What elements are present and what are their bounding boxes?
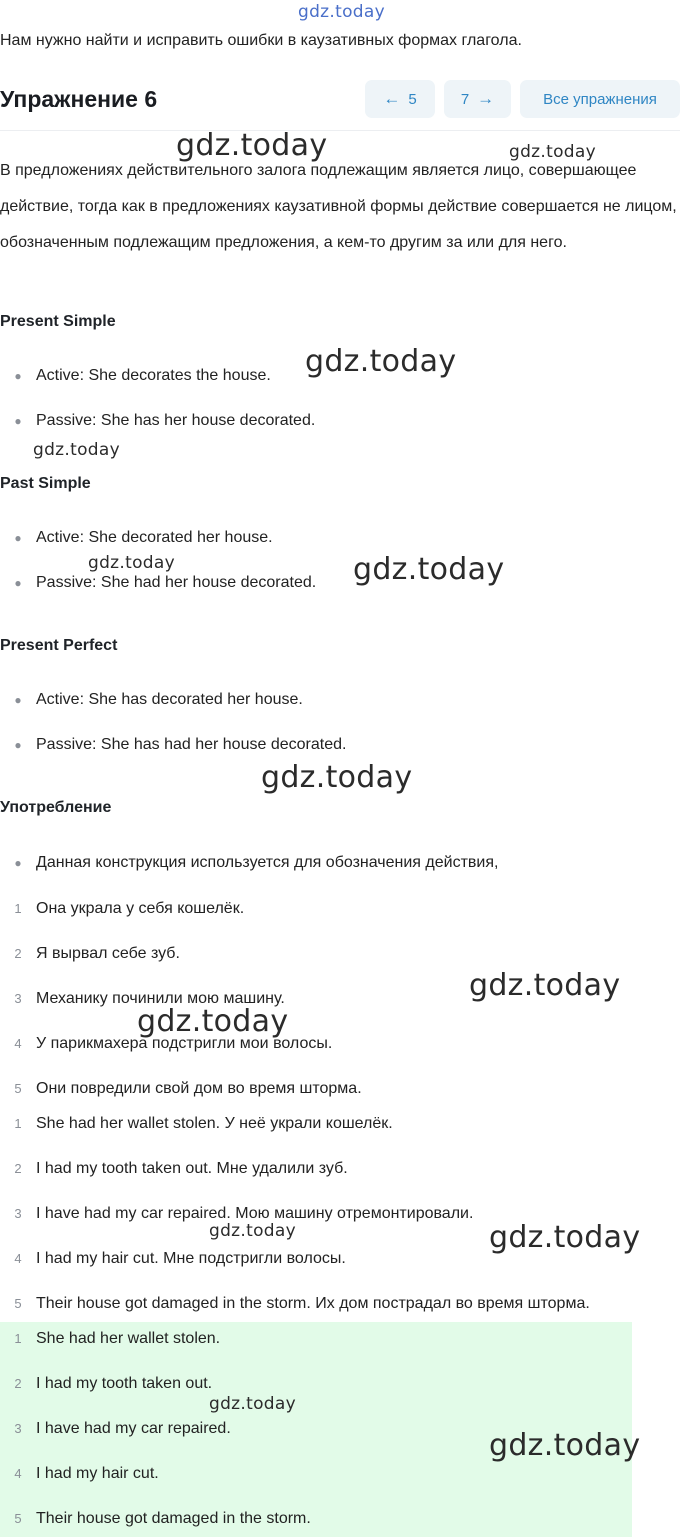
bullet-icon: ● — [14, 575, 22, 590]
watermark: gdz.today — [209, 1394, 296, 1414]
watermark: gdz.today — [261, 760, 413, 795]
list-item: 3 Механику починили мою машину. — [14, 990, 285, 1007]
bullet-icon: ● — [14, 855, 22, 870]
bullet-icon: ● — [14, 530, 22, 545]
prev-exercise-label: 5 — [408, 90, 417, 108]
list-item: ● Active: She has decorated her house. — [0, 691, 303, 709]
bullet-icon: ● — [14, 737, 22, 752]
section-heading: Present Simple — [0, 313, 116, 330]
next-exercise-label: 7 — [460, 90, 470, 108]
watermark-top: gdz.today — [298, 2, 385, 22]
list-item: 3 I have had my car repaired. Мою машину отремонтировали. — [14, 1205, 474, 1222]
page-title: Упражнение 6 — [0, 86, 158, 112]
list-item: 4 I had my hair cut. Мне подстригли волосы. — [14, 1250, 346, 1267]
section-heading: Present Perfect — [0, 637, 118, 654]
all-exercises-button[interactable]: Все упражнения — [520, 80, 680, 118]
list-item: 5 Они повредили свой дом во время шторма. — [14, 1080, 362, 1097]
list-item: 1 Она украла у себя кошелёк. — [14, 900, 245, 917]
bullet-icon: ● — [14, 692, 22, 707]
list-item: ● Passive: She had her house decorated. — [0, 574, 316, 592]
answer-item: 5 Their house got damaged in the storm. — [14, 1510, 311, 1527]
list-item: ● Passive: She has her house decorated. — [0, 412, 315, 430]
watermark: gdz.today — [353, 552, 505, 587]
answer-item: 2 I had my tooth taken out. — [14, 1375, 213, 1392]
next-exercise-button[interactable] — [444, 80, 511, 118]
bullet-icon: ● — [14, 413, 22, 428]
watermark: gdz.today — [509, 142, 596, 162]
list-item: 4 У парикмахера подстригли мои волосы. — [14, 1035, 333, 1052]
list-item: ● Active: She decorated her house. — [0, 529, 273, 547]
watermark: gdz.today — [489, 1428, 641, 1463]
answer-item: 4 I had my hair cut. — [14, 1465, 159, 1482]
list-item: ● Passive: She has had her house decorated. — [0, 736, 346, 754]
list-item: ● Active: She decorates the house. — [0, 367, 271, 385]
exercise-header — [0, 72, 680, 131]
list-item: 2 I had my tooth taken out. Мне удалили зуб. — [14, 1160, 348, 1177]
watermark: gdz.today — [469, 968, 621, 1003]
explanation-paragraph: В предложениях действительного залога подлежащим является лицо, совершающее действие, тогда как в предложениях каузативной формы действие совершается не лицом, обозначенным подлежащим предложения, а кем-то другим за или для него. — [0, 162, 677, 251]
watermark: gdz.today — [305, 344, 457, 379]
bullet-icon: ● — [14, 368, 22, 383]
answer-item: 1 She had her wallet stolen. — [14, 1330, 221, 1347]
list-item: 1 She had her wallet stolen. У неё украли кошелёк. — [14, 1115, 393, 1132]
list-item: 5 Their house got damaged in the storm. Их дом пострадал во время шторма. — [14, 1295, 590, 1312]
answer-item: 3 I have had my car repaired. — [14, 1420, 231, 1437]
section-heading: Употребление — [0, 799, 112, 816]
watermark: gdz.today — [489, 1220, 641, 1255]
intro-text: Нам нужно найти и исправить ошибки в каузативных формах глагола. — [0, 32, 522, 49]
section-heading: Past Simple — [0, 475, 91, 492]
arrow-left-icon: ← — [383, 89, 401, 108]
watermark: gdz.today — [176, 128, 328, 163]
list-item: ● Данная конструкция используется для обозначения действия, — [0, 854, 498, 872]
prev-exercise-button[interactable] — [365, 80, 435, 118]
watermark: gdz.today — [209, 1221, 296, 1241]
list-item: 2 Я вырвал себе зуб. — [14, 945, 180, 962]
watermark: gdz.today — [33, 440, 120, 460]
arrow-right-icon: → — [477, 89, 495, 108]
watermark: gdz.today — [137, 1004, 289, 1039]
watermark: gdz.today — [88, 553, 175, 573]
